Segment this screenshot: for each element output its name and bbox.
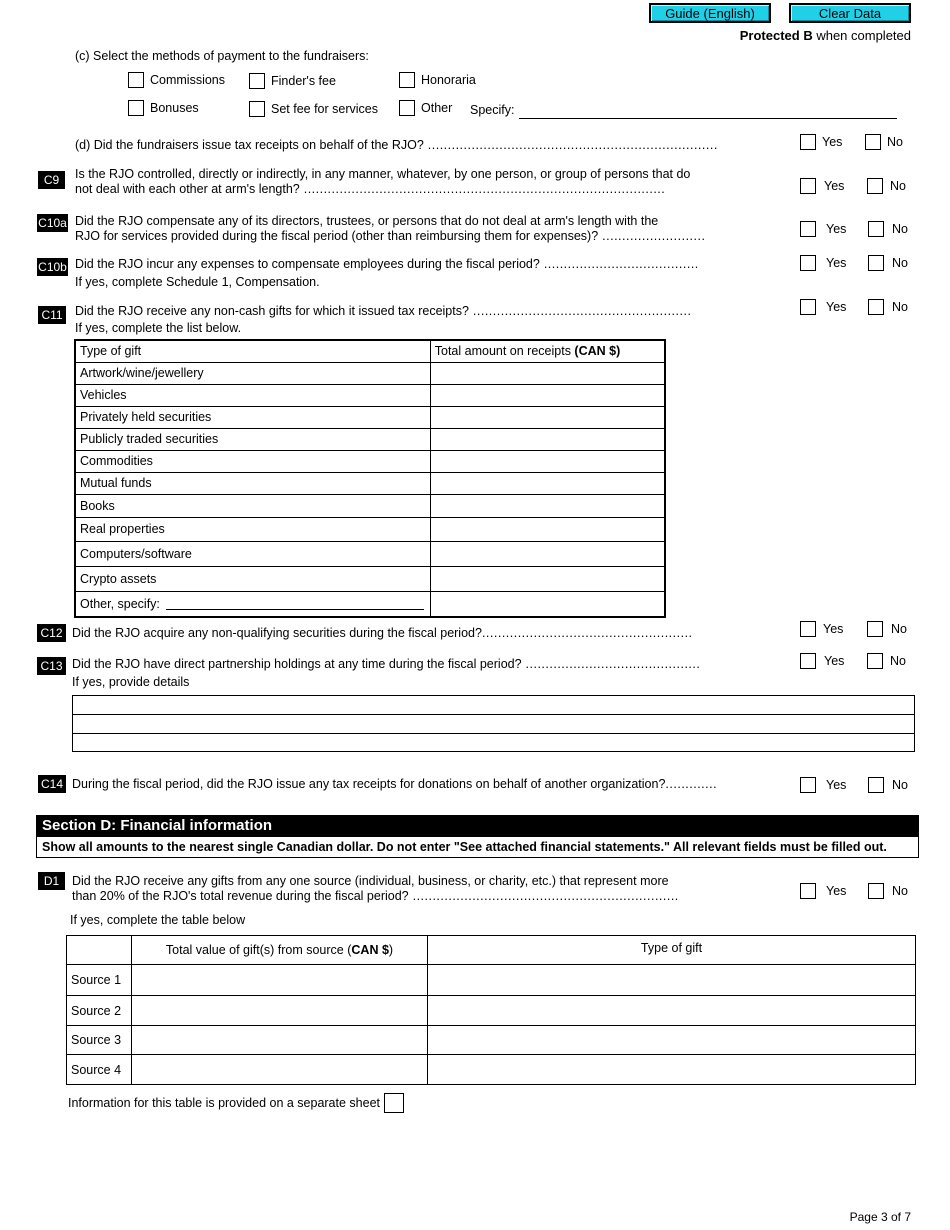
table-row: Source 4 bbox=[67, 1055, 132, 1085]
vehicles-amount-input[interactable] bbox=[430, 384, 665, 406]
source-4-type-input[interactable] bbox=[428, 1055, 916, 1085]
c11-no-label: No bbox=[892, 300, 908, 314]
private-securities-amount-input[interactable] bbox=[430, 406, 665, 428]
question-d1: Did the RJO receive any gifts from any one source (individual, business, or charity, etc.) that represent more than 20% of the RJO's total revenue during the fiscal period? ................................................................... bbox=[72, 874, 679, 903]
finders-fee-checkbox[interactable] bbox=[249, 73, 265, 89]
other-checkbox[interactable] bbox=[399, 100, 415, 116]
public-securities-amount-input[interactable] bbox=[430, 428, 665, 450]
table-row: Books bbox=[75, 494, 430, 517]
partnership-details-line-1[interactable] bbox=[73, 696, 914, 715]
table-row: Crypto assets bbox=[75, 566, 430, 591]
c14-tag: C14 bbox=[38, 775, 66, 793]
d1-no-checkbox[interactable] bbox=[868, 883, 884, 899]
c13-yes-checkbox[interactable] bbox=[800, 653, 816, 669]
table-row: Source 1 bbox=[67, 965, 132, 996]
question-c12: Did the RJO acquire any non-qualifying securities during the fiscal period?..................................................... bbox=[72, 626, 693, 640]
separate-sheet-checkbox[interactable] bbox=[384, 1093, 404, 1113]
section-d-note: Show all amounts to the nearest single Canadian dollar. Do not enter "See attached financial statements." All relevant fields must be filled out. bbox=[36, 836, 919, 858]
source-1-value-input[interactable] bbox=[132, 965, 428, 996]
table-header-amount: Total amount on receipts (CAN $) bbox=[430, 340, 665, 362]
source-2-value-input[interactable] bbox=[132, 996, 428, 1026]
c13-yes-label: Yes bbox=[824, 654, 845, 668]
table-row: Vehicles bbox=[75, 384, 430, 406]
c11-yes-checkbox[interactable] bbox=[800, 299, 816, 315]
other-amount-input[interactable] bbox=[430, 591, 665, 617]
c9-no-label: No bbox=[890, 179, 906, 193]
artwork-amount-input[interactable] bbox=[430, 362, 665, 384]
other-label: Other bbox=[421, 101, 453, 115]
question-c9: Is the RJO controlled, directly or indirectly, in any manner, whatever, by one person, or group of persons that do not deal with each other at arm's length? ........................................................................................... bbox=[75, 167, 691, 196]
c9-yes-label: Yes bbox=[824, 179, 845, 193]
c12-yes-label: Yes bbox=[823, 622, 844, 636]
section-d-title: Section D: Financial information bbox=[36, 815, 919, 837]
c10a-no-label: No bbox=[892, 222, 908, 236]
question-c14: During the fiscal period, did the RJO issue any tax receipts for donations on behalf of another organization?............. bbox=[72, 777, 718, 791]
c13-no-checkbox[interactable] bbox=[867, 653, 883, 669]
clear-data-button[interactable]: Clear Data bbox=[789, 3, 911, 23]
source-4-value-input[interactable] bbox=[132, 1055, 428, 1085]
c14-no-label: No bbox=[892, 778, 908, 792]
table-row: Privately held securities bbox=[75, 406, 430, 428]
commissions-checkbox[interactable] bbox=[128, 72, 144, 88]
non-cash-gifts-table bbox=[74, 339, 666, 618]
d-yes-label: Yes bbox=[822, 135, 843, 149]
c12-no-checkbox[interactable] bbox=[867, 621, 883, 637]
d1-no-label: No bbox=[892, 884, 908, 898]
commodities-amount-input[interactable] bbox=[430, 450, 665, 472]
table-row: Mutual funds bbox=[75, 472, 430, 494]
source-3-type-input[interactable] bbox=[428, 1026, 916, 1055]
source-2-type-input[interactable] bbox=[428, 996, 916, 1026]
bonuses-label: Bonuses bbox=[150, 101, 199, 115]
other-specify-input[interactable] bbox=[166, 597, 424, 610]
c10a-yes-label: Yes bbox=[826, 222, 847, 236]
table-header-type: Type of gift bbox=[75, 340, 430, 362]
books-amount-input[interactable] bbox=[430, 494, 665, 517]
c9-no-checkbox[interactable] bbox=[867, 178, 883, 194]
d1-tag: D1 bbox=[38, 872, 65, 890]
table-header-blank bbox=[67, 936, 132, 965]
c10a-no-checkbox[interactable] bbox=[868, 221, 884, 237]
c10b-no-label: No bbox=[892, 256, 908, 270]
c13-no-label: No bbox=[890, 654, 906, 668]
real-properties-amount-input[interactable] bbox=[430, 517, 665, 541]
other-specify-label: Other, specify: bbox=[80, 596, 160, 611]
commissions-label: Commissions bbox=[150, 73, 226, 87]
table-row: Commodities bbox=[75, 450, 430, 472]
c14-yes-label: Yes bbox=[826, 778, 847, 792]
c10b-tag: C10b bbox=[38, 260, 67, 274]
specify-input-line[interactable] bbox=[519, 118, 897, 119]
c9-yes-checkbox[interactable] bbox=[800, 178, 816, 194]
honoraria-label: Honoraria bbox=[421, 73, 476, 87]
c10b-yes-label: Yes bbox=[826, 256, 847, 270]
table-row: Computers/software bbox=[75, 541, 430, 566]
set-fee-label: Set fee for services bbox=[271, 102, 378, 116]
guide-english-button[interactable]: Guide (English) bbox=[649, 3, 771, 23]
payment-methods-label: (c) Select the methods of payment to the fundraisers: bbox=[75, 49, 369, 63]
c11-no-checkbox[interactable] bbox=[868, 299, 884, 315]
question-c10b: Did the RJO incur any expenses to compensate employees during the fiscal period? ....................................... If yes, complete Schedule 1, Compensation. bbox=[75, 257, 699, 289]
c12-yes-checkbox[interactable] bbox=[800, 621, 816, 637]
c12-tag: C12 bbox=[37, 624, 66, 642]
table-header-total-value: Total value of gift(s) from source (CAN $) bbox=[132, 936, 428, 965]
d-no-checkbox[interactable] bbox=[865, 134, 881, 150]
c10b-yes-checkbox[interactable] bbox=[800, 255, 816, 271]
table-row: Publicly traded securities bbox=[75, 428, 430, 450]
d-yes-checkbox[interactable] bbox=[800, 134, 816, 150]
specify-label: Specify: bbox=[470, 103, 515, 117]
c11-tag: C11 bbox=[38, 306, 66, 324]
question-c13: Did the RJO have direct partnership holdings at any time during the fiscal period? ............................................ If yes, provide details bbox=[72, 657, 701, 689]
partnership-details-box bbox=[72, 695, 915, 752]
gift-sources-table bbox=[66, 935, 916, 1085]
honoraria-checkbox[interactable] bbox=[399, 72, 415, 88]
table-row: Real properties bbox=[75, 517, 430, 541]
d1-yes-label: Yes bbox=[826, 884, 847, 898]
c11-yes-label: Yes bbox=[826, 300, 847, 314]
computers-amount-input[interactable] bbox=[430, 541, 665, 566]
c12-no-label: No bbox=[891, 622, 907, 636]
crypto-amount-input[interactable] bbox=[430, 566, 665, 591]
question-c11: Did the RJO receive any non-cash gifts for which it issued tax receipts? ....................................................... If yes, complete the list below. bbox=[75, 304, 692, 335]
table-row: Source 3 bbox=[67, 1026, 132, 1055]
question-d: (d) Did the fundraisers issue tax receipts on behalf of the RJO? ......................................................................... bbox=[75, 138, 718, 152]
source-3-value-input[interactable] bbox=[132, 1026, 428, 1055]
table-row: Artwork/wine/jewellery bbox=[75, 362, 430, 384]
c10b-no-checkbox[interactable] bbox=[868, 255, 884, 271]
partnership-details-line-3[interactable] bbox=[73, 734, 914, 752]
mutual-funds-amount-input[interactable] bbox=[430, 472, 665, 494]
separate-sheet-label: Information for this table is provided on a separate sheet bbox=[68, 1096, 380, 1110]
c13-tag: C13 bbox=[37, 657, 66, 675]
finders-fee-label: Finder's fee bbox=[271, 74, 336, 88]
table-row: Source 2 bbox=[67, 996, 132, 1026]
question-c10a: Did the RJO compensate any of its directors, trustees, or persons that do not deal at arm's length with the RJO for services provided during the fiscal period (other than reimbursing them for expenses)? .......................... bbox=[75, 214, 706, 243]
partnership-details-line-2[interactable] bbox=[73, 715, 914, 734]
c14-yes-checkbox[interactable] bbox=[800, 777, 816, 793]
set-fee-checkbox[interactable] bbox=[249, 101, 265, 117]
c14-no-checkbox[interactable] bbox=[868, 777, 884, 793]
protected-b-label: Protected B when completed bbox=[739, 28, 911, 43]
table-header-type-of-gift: Type of gift bbox=[428, 936, 916, 965]
source-1-type-input[interactable] bbox=[428, 965, 916, 996]
page-number: Page 3 of 7 bbox=[849, 1210, 911, 1224]
table-row bbox=[75, 591, 430, 617]
d-no-label: No bbox=[887, 135, 903, 149]
c9-tag: C9 bbox=[38, 171, 65, 189]
c10a-yes-checkbox[interactable] bbox=[800, 221, 816, 237]
d1-yes-checkbox[interactable] bbox=[800, 883, 816, 899]
bonuses-checkbox[interactable] bbox=[128, 100, 144, 116]
d1-sub: If yes, complete the table below bbox=[70, 913, 246, 927]
c10a-tag: C10a bbox=[38, 216, 67, 230]
